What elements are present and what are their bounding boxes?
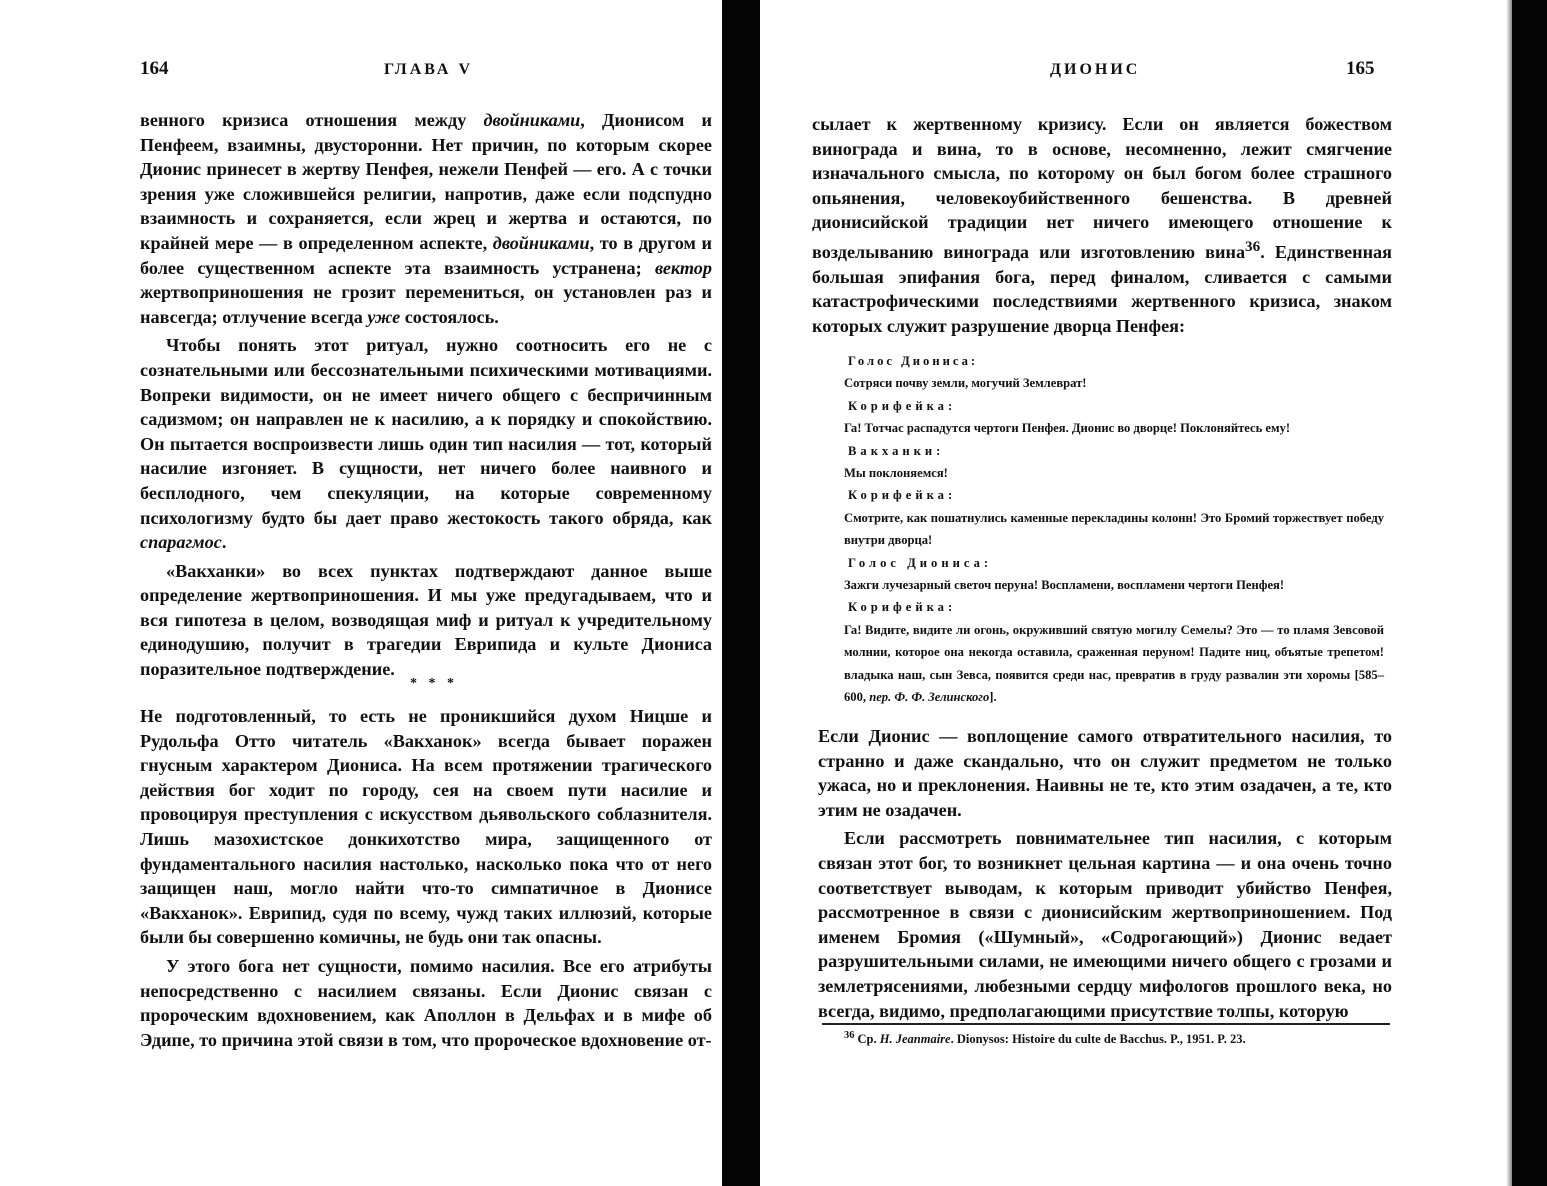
scan-border-right [1512, 0, 1547, 1186]
running-head-left: ГЛАВА V [384, 61, 474, 78]
translator-citation: пер. Ф. Ф. Зелинского [869, 690, 990, 705]
text-run: , Дионисом и Пенфеем, взаимны, двусторонни. Нет причин, по которым скорее Дионис принесет в жертву Пенфея, нежели Пенфей — его. А с точки зрения уже сложившейся религии, напротив, даже если подспудно взаимность и сохраняется, если жрец и жертва и остаются, по крайней мере — в определенном аспекте, [140, 110, 713, 253]
left-body-top [140, 108, 712, 682]
book-gutter [722, 0, 762, 1186]
text-run: сылает к жертвенному кризису. Если он является божеством винограда и вина, то в основе, несомненно, лежит смягчение изначального смысла, по которому он был богом более страшного опьянения, человекоубийственного бешенства. В древней дионисийской традиции нет ничего имеющего отношение к возделыванию винограда или изготовлению вина [812, 114, 1392, 263]
paragraph [140, 704, 712, 950]
italic-term: уже [367, 306, 401, 327]
text-run: «Вакханки» во всех пунктах подтверждают данное выше определение жертвоприношения. И мы уже предугадываем, что и вся гипотеза в целом, возводящая миф и ритуал к учредительному единодушию, получит в трагедии Еврипида и культе Диониса поразительное подтверждение. [140, 560, 712, 680]
text-run: жертвоприношения не грозит перемениться, он установлен раз и навсегда; отлучение всегда [140, 282, 712, 327]
italic-term: двойниками [483, 110, 581, 130]
footnote-author: H. Jeanmaire [879, 1032, 951, 1047]
text-run: Если рассмотреть повнимательнее тип насилия, с которым связан этот бог, то возникнет цельная картина — и она очень точно соответствует выводам, к которым приводит убийство Пенфея, рассмотренное в связи с дионисийским жертвоприношением. Под именем Бромия («Шумный», «Содрогающий») Дионис ведает разрушительными силами, не имеющими ничего общего с грозами и землетрясениями, любезными сердцу мифологов прошлого века, но всегда, видимо, предполагающими присутствие толпы, которую [818, 828, 1392, 1021]
footnote [844, 1030, 1246, 1047]
footnote-source: . Dionysos: Histoire du culte de Bacchus. P., 1951. P. 23. [950, 1032, 1246, 1047]
speech-line: Мы поклоняемся! [844, 466, 948, 481]
text-run: венного кризиса отношения между [140, 110, 484, 130]
drama-quote [844, 350, 1384, 709]
footnote-rule [822, 1023, 1390, 1025]
text-run: состоялось. [400, 306, 499, 327]
speaker-label: Корифейка: [848, 600, 957, 615]
speech-line: Га! Видите, видите ли огонь, окруживший святую могилу Семелы? Это — то пламя Зевсовой молнии, которое она некогда оставила, сраженная перуном! Падите ниц, объятые трепетом! владыка наш, сын Зевса, появится среди нас, превратив в груду развалин эти хоромы [585–600, пер. Ф. Ф. Зелинского]. [844, 622, 1384, 705]
page-number-right: 165 [1346, 58, 1375, 79]
paragraph [818, 826, 1392, 1023]
text-run: . Единственная большая эпифания бога, перед финалом, сливается с самыми катастрофическими последствиями жертвенного кризиса, знаком которых служит разрушение дворца Пенфея: [812, 242, 1392, 336]
footnote-ref: 36 [1245, 237, 1261, 255]
left-page [0, 0, 725, 1186]
speech-line: Га! Тотчас распадутся чертоги Пенфея. Дионис во дворце! Поклоняйтесь ему! [844, 421, 1291, 436]
speech-line: Зажги лучезарный светоч перуна! Воспламени, воспламени чертоги Пенфея! [844, 578, 1285, 593]
text-run: Не подготовленный, то есть не проникшийся духом Ницше и Рудольфа Отто читатель «Вакханок» всегда бывает поражен гнусным характером Диониса. На всем протяжении трагического действия бог ходит по городу, сея на своем пути насилие и провоцируя преступления с искусством дьявольского соблазнителя. Лишь мазохистское донкихотство мира, защищенного от фундаментального насилия настолько, насколько пока что от него защищен наш, могло найти что-то симпатичное в Дионисе «Вакханок». Еврипид, судя по всему, чужд таких иллюзий, которые были бы совершенно комичны, не будь они так опасны. [140, 706, 712, 948]
paragraph [812, 112, 1392, 338]
speaker-label: Корифейка: [848, 398, 957, 413]
speech-line: Сотряси почву земли, могучий Землеврат! [844, 376, 1087, 391]
speaker-label: Голос Диониса: [848, 555, 993, 570]
section-break: * * * [410, 676, 458, 691]
running-head-right: ДИОНИС [1050, 61, 1141, 78]
speaker-label: Вакханки: [848, 443, 945, 458]
text-run: . [221, 532, 227, 553]
italic-term: спарагмос [140, 532, 222, 553]
speech-line: Смотрите, как пошатнулись каменные перекладины колонн! Это Бромий торжествует победу внутри дворца! [844, 510, 1384, 548]
italic-term: вектор [654, 257, 712, 278]
speaker-label: Корифейка: [848, 488, 957, 503]
footnote-mark: 36 [844, 1030, 855, 1041]
paragraph [140, 108, 712, 329]
page-number-left: 164 [140, 58, 169, 79]
paragraph [140, 559, 712, 682]
footnote-prefix: Ср. [854, 1032, 880, 1047]
paragraph [140, 333, 712, 554]
text-run: , то в другом и более существенном аспекте эта взаимность устранена; [140, 232, 712, 278]
right-body-top [812, 112, 1392, 338]
italic-term: двойниками [492, 232, 590, 253]
text-run: Чтобы понять этот ритуал, нужно соотносить его не с сознательными или бессознательными психическими мотивациями. Вопреки видимости, он не имеет ничего общего с беспричинным садизмом; он направлен не к насилию, а к порядку и спокойствию. Он пытается воспроизвести лишь один тип насилия — тот, который насилие изгоняет. В сущности, нет ничего более наивного и бесплодного, чем спекуляции, на которые современному психологизму будто бы дает право жестокость такого обряда, как [140, 335, 712, 528]
text-run: Если Дионис — воплощение самого отвратительного насилия, то странно и даже скандально, что он служит предметом не только ужаса, но и преклонения. Наивны не те, кто этим озадачен, а те, кто этим не озадачен. [818, 726, 1392, 820]
paragraph [818, 724, 1392, 822]
text-run: У этого бога нет сущности, помимо насилия. Все его атрибуты непосредственно с насилием связаны. Если Дионис связан с пророческим вдохновением, как Аполлон в Дельфах и в мифе об Эдипе, то причина этой связи в том, что пророческое вдохновение от- [140, 955, 712, 1050]
right-page [760, 0, 1510, 1186]
right-body-bottom [818, 724, 1392, 1023]
left-body-bottom [140, 704, 712, 1052]
paragraph [140, 954, 712, 1052]
speaker-label: Голос Диониса: [848, 354, 979, 368]
